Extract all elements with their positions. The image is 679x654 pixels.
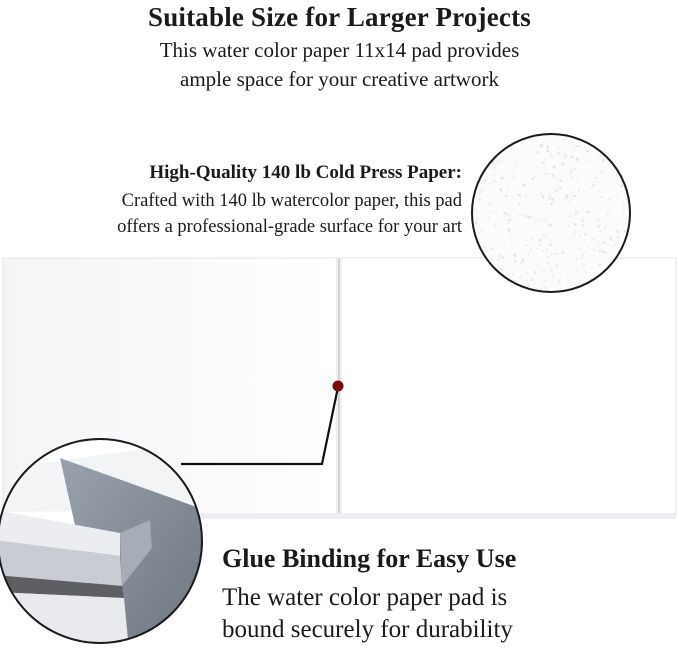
description-line: bound securely for durability [222, 616, 513, 643]
description-line: ample space for your creative artwork [180, 67, 499, 91]
feature-binding-title: Glue Binding for Easy Use [222, 544, 517, 573]
feature-quality-title: High-Quality 140 lb Cold Press Paper: [149, 162, 462, 183]
description-line: This water color paper 11x14 pad provides [159, 38, 520, 62]
description-line: offers a professional-grade surface for your art [117, 217, 462, 237]
pointer-dot [333, 381, 344, 392]
pad-right-page [341, 258, 676, 515]
section-title: Suitable Size for Larger Projects [147, 2, 532, 32]
description-line: Crafted with 140 lb watercolor paper, this pad [121, 191, 462, 211]
description-line: The water color paper pad is [222, 584, 508, 611]
feature-quality-description [40, 188, 462, 240]
feature-binding-description [222, 582, 513, 646]
paper-texture-zoom [471, 133, 631, 292]
